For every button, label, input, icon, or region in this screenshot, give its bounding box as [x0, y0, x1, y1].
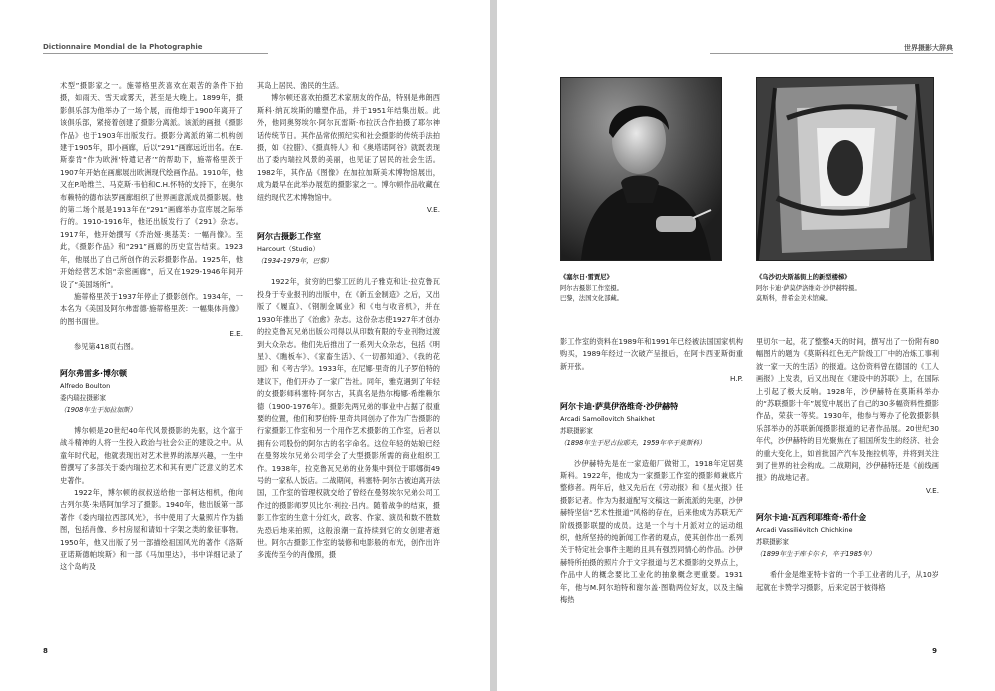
entry-heading-shaikhet [560, 401, 743, 449]
entry-latin-name: Arcadi Vassiliévitch Chichkine [756, 526, 853, 535]
entry-latin-name: Harcourt（Studio） [257, 245, 319, 254]
entry-latin-name: Alfredo Boulton [60, 381, 111, 390]
author-signature: V.E. [925, 485, 939, 495]
author-signature: V.E. [426, 205, 440, 215]
entry-dates: （1899年生于库卡尔卡，卒于1985年） [756, 550, 876, 559]
left-page [0, 0, 490, 691]
entry-heading-harcourt [257, 231, 440, 267]
right-column-2 [756, 336, 939, 594]
paragraph: 1922年，贫穷的巴黎工匠的儿子雅克和让·拉克鲁瓦投身于专业报刊的出版中，在《新五金制造》之后，又出版了《履直》、《钢制金属业》和《电与收音机》，并在1930年推出了《治愈》杂志。这份杂志使1927年才创办的拉克鲁瓦兄弟出版公司得以从印数有限的专业刊物过渡到大众杂志。他们先后推出了一系列大众杂志，包括《明星》、《瞧板车》、《家畜生活》、《一切都知道》、《我的花园》和《考古学》。1933年，在尼娜·里奇的儿子罗伯特的建议下，他们开办了一家广告社。同年，雅克遇到了年轻的女摄影师科塞特·阿尔古，其真名是热尔梅娜·希维赖尔德（1900-1976年）。摄影先两兄弟的事业中占据了很重要的位置，他们和罗伯特·里奇共同创办了作为广告摄影的行家摄影工作室和另一个用作艺术摄影的工作室，后者以拥有公司股份的阿尔古的名字命名。这位年轻的姑娘已经在曼努埃尔兄弟公司学会了大型摄影所需的商业组织工作。1938年，拉克鲁瓦兄弟的业务集中到位于耶娜街49号的一家私人饭店。二战期间，科塞特·阿尔古被迫离开法国，工作室的管理权就交给了曾经在曼努埃尔兄弟公司工作过的摄影师罗贝比尔·利拉·吕内。随着战争的结束，摄影工作室的生意十分红火，政客、作家、演员和数不胜数先恐后地来拍照，这般浪潮一直持续到它的女创建者逝世。阿尔古摄影工作室的装修和电影般的布光，创作出许多流传至今的肖像照，摄 [257, 277, 440, 560]
paragraph: 影工作室的资料在1989年和1991年已经被法国国家机构购买，1989年经过一次破产呈报后，在阿卡西亚斯街重新开张。 [560, 337, 743, 371]
page-number: 9 [932, 647, 937, 655]
entry-heading-boulton [60, 368, 243, 416]
entry-dates: （1898年生于尼古拉耶夫，1959年卒于莫斯科） [560, 438, 706, 447]
portrait-illustration [561, 78, 721, 260]
author-signature: E.E. [229, 329, 243, 339]
paragraph: 施蒂格里茨于1937年停止了摄影创作。1934年，一本名为《美国及阿尔弗雷德·施蒂格里茨：一幅集体肖像》的图书面世。 [60, 291, 243, 326]
caption-collection: 巴黎，法国文化部藏。 [560, 295, 623, 302]
stairwell-photo [756, 77, 934, 261]
entry-dates: （1908年生于加拉加斯） [60, 405, 137, 414]
left-header-rule [43, 53, 268, 54]
entry-type: 苏联摄影家 [560, 426, 593, 435]
stairwell-caption [756, 273, 936, 305]
right-running-header: 世界摄影大辞典 [904, 44, 953, 52]
caption-title: 《乌沙切夫斯基街上的新型楼梯》 [756, 274, 851, 281]
entry-name: 阿尔古摄影工作室 [257, 232, 321, 242]
right-column-1 [560, 336, 743, 607]
stairwell-illustration [757, 78, 933, 260]
entry-latin-name: Arcadi Samoïlovitch Shaikhet [560, 414, 655, 423]
caption-credit: 阿尔卡迪·萨莫伊洛维奇·沙伊赫特摄。 [756, 284, 861, 292]
portrait-photo [560, 77, 722, 261]
entry-heading-chichkine [756, 512, 939, 560]
entry-name: 阿尔弗雷多·博尔顿 [60, 368, 128, 378]
entry-name: 阿尔卡迪·萨莫伊洛维奇·沙伊赫特 [560, 401, 679, 411]
caption-collection: 莫斯科，普希金美术馆藏。 [756, 295, 832, 302]
portrait-caption [560, 273, 730, 305]
paragraph: 术型”摄影家之一。施蒂格里茨喜欢在艰苦的条件下拍摄，如雨天、雪天或雾天，甚至是大晚上。1899年，摄影俱乐部为他举办了一场个展，而他却于1900年离开了该俱乐部，紧接着创建了摄影分离派。该派的画报《摄影作品》也于1903年出版发行。摄影分离派的第二机构创建于1905年，即小画廊，后以“291”画廊远近出名。在E.斯泰肯“作为欧洲‘特遣记者’”的帮助下，施蒂格里茨于1907年开始在画廊展出欧洲现代绘画作品。1910年，他又在P.哈维兰、马克斯·韦伯和C.H.怀特的支持下，在奥尔布赖特的德布法罗画廊组织了世界画意派成员摄影展。他的第二场个展是1913年在“291”画廊举办宣库展之际举行的。1910-1916年，他还出版发行了《291》杂志。1917年，他开始撰写《乔治娅·奥基芙：一幅肖像》。至此，《摄影作品》和“291”画廊的历史宣告结束。1923年，他展出了自己所创作的云彩摄影作品。1925年，他开始经营艺术馆“亲密画廊”，后又在1929-1946年间开设了“美国场所”。 [60, 81, 243, 289]
paragraph: 里切尔一起，花了整整4天的时间，撰写出了一份附有80幅图片的题为《莫斯科红色无产阶级工厂中的冶炼工事利波一家一天的生活》的报道。这份资料曾在德国的《工人画报》上发表，后又出现在《建设中的苏联》上，在国际上引起了极大反响。1928年，沙伊赫特在莫斯科举办的“苏联摄影十年”展览中展出了自己的30多幅资料性摄影作品，荣获一等奖。1930年，他参与筹办了伦敦摄影俱乐部举办的苏联新闻摄影报道的记者作品展。20世纪30年代，沙伊赫特的目光聚焦在了祖国所发生的经济、社会的重大变化上，如首批国产汽车及拖拉机等，并将到关注到了世界的社会构成。二战期间，沙伊赫特还是《前线画报》的战地记者。 [756, 337, 939, 483]
left-column-2 [257, 80, 440, 562]
paragraph: 希什金是维亚特卡省的一个手工业者的儿子，从10岁起就在卡赞学习摄影，后来定居于彼得格 [756, 570, 939, 592]
right-header-rule [710, 53, 953, 54]
page-number: 8 [43, 647, 48, 655]
paragraph: 博尔顿还喜欢拍摄艺术家朋友的作品，特别是弗朗西斯科·纳瓦埃斯的雕塑作品，并于1951年结集出版。此外，他同奥努埃尔·阿尔瓦雷斯·布拉沃合作拍摄了耶尔神话传统节日。其作品常依照纪实和社会摄影的传统手法拍摄，如《拉腊》、《摄真特人》和《奥塔诺阿谷》就既表现出了委内瑞拉风景的美丽，也见证了居民的社会生活。1982年，其作品《图像》在加拉加斯美术博物馆展出，成为最早在此举办展览的摄影家之一。博尔顿作品收藏在纽约现代艺术博物馆中。 [257, 93, 440, 202]
caption-title: 《塞尔日·雷贾尼》 [560, 274, 613, 281]
entry-name: 阿尔卡迪·瓦西利耶维奇·希什金 [756, 513, 867, 523]
paragraph: 博尔顿是20世纪40年代风景摄影的先驱，这个富于战斗精神的人将一生投入政治与社会公正的建设之中。从童年时代起，他就表现出对艺术世界的浓厚兴趣，一生中曾撰写了多部关于委内瑞拉艺术和其有更广泛意义的艺术史著作。 [60, 425, 243, 485]
paragraph: 1922年，博尔顿的叔叔送给他一部柯达相机，他向古列尔莫·朱塔阿加学习了摄影。1940年，他出版第一部著作《委内瑞拉西部风光》，书中使用了大量照片作为插图，包括肖像、乡村房屋和请如十字架之类的象征事物。1950年，他又出版了另一部描绘祖国风光的著作《洛斯亚诺斯德帕埃斯》和一部《马加里达》，书中详细记录了这个岛屿及 [60, 487, 243, 572]
paragraph: 沙伊赫特先是在一家造船厂做钳工，1918年定居莫斯科。1922年，他成为一家摄影工作室的摄影师兼底片整修者。两年后，他又先后在《劳动报》和《星火报》任摄影记者。作为为报道配写文稿这一新流派的先驱，沙伊赫特坚信“艺术性报道”风格的存在，后来他成为苏联无产阶级摄影联盟的成员。这是一个与十月派对立的运动组织，他所坚持的纯新闻工作者的观点，使其创作出一系列关于特定社会事件主题的且具有强烈同情心的作品。沙伊赫特所拍摄的照片介于文字报道与艺术摄影的交界点上，作品中人的概念要比工业化的抽象概念更重要。1931年，他与M.阿尔珀特和谢尔盖·图勒两位好友，以及主编梅热 [560, 458, 743, 605]
entry-type: 委内瑞拉摄影家 [60, 393, 107, 402]
entry-type: 苏联摄影家 [756, 538, 789, 547]
paragraph: 其岛上居民、渔民的生活。 [257, 81, 344, 90]
right-page [497, 0, 995, 691]
left-column-1 [60, 80, 243, 574]
author-signature: H.P. [729, 374, 743, 384]
cross-reference: 参见第418页右图。 [74, 341, 139, 351]
entry-dates: （1934-1979年，巴黎） [257, 257, 333, 266]
caption-credit: 阿尔古摄影工作室摄。 [560, 284, 623, 292]
left-running-header: Dictionnaire Mondial de la Photographie [43, 43, 203, 51]
